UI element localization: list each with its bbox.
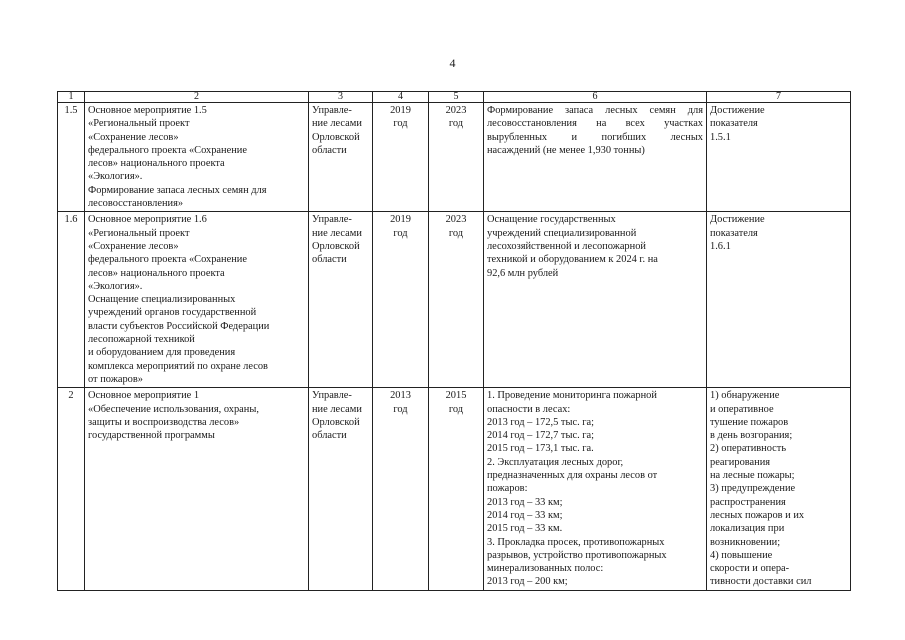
cell-text-line: и оперативное [710, 403, 774, 415]
cell-text-line: год [393, 118, 408, 130]
activity-cell [85, 388, 309, 590]
column-header: 3 [309, 92, 373, 103]
cell-text-line: и оборудованием для проведения [88, 347, 236, 359]
cell-text-line: показателя [710, 227, 758, 239]
result-cell [484, 212, 707, 388]
cell-text-line: области [312, 254, 347, 266]
cell-text-line: 2019 [390, 105, 411, 116]
cell-text-line: «Обеспечение использования, охраны, [88, 403, 259, 415]
cell-text-line: тушение пожаров [710, 416, 789, 428]
cell-text-line: показателя [710, 118, 758, 130]
cell-text-line: лесохозяйственной и лесопожарной [487, 240, 646, 252]
cell-text-line: минерализованных полос: [487, 563, 604, 575]
result-cell [484, 388, 707, 590]
cell-text-line: федерального проекта «Сохранение [88, 254, 247, 266]
cell-text-line: распространения [710, 496, 786, 508]
row-number: 1.5 [58, 103, 85, 212]
cell-text-line: 4) повышение [710, 549, 773, 561]
cell-text-line: комплекса мероприятий по охране лесов [88, 360, 268, 372]
cell-text-line: лесовосстановления» [88, 198, 184, 210]
column-header: 2 [85, 92, 309, 103]
activities-table [57, 91, 851, 591]
cell-text-line: скорости и опера- [710, 563, 790, 575]
cell-text-line: пожаров: [487, 483, 528, 495]
cell-text-line: Достижение [710, 214, 765, 226]
cell-text-line: защиты и воспроизводства лесов» [88, 416, 240, 428]
cell-text-line: 1. Проведение мониторинга пожарной [487, 390, 657, 402]
cell-text-line: Оснащение государственных [487, 214, 616, 226]
indicator-cell [707, 388, 851, 590]
start-year-cell [373, 212, 429, 388]
indicator-cell [707, 103, 851, 212]
executor-cell [309, 103, 373, 212]
end-year-cell [429, 388, 484, 590]
cell-text-line: Орловской [312, 416, 360, 428]
cell-text-line: учреждений органов государственной [88, 307, 257, 319]
page-number: 4 [449, 56, 456, 70]
cell-text-line: 2019 [390, 214, 411, 226]
cell-text-line: год [393, 227, 408, 239]
cell-text-line: 2015 год – 33 км. [487, 523, 563, 535]
column-header: 6 [484, 92, 707, 103]
cell-text-line: ние лесами [312, 403, 362, 415]
cell-text-line: 2023 [445, 214, 467, 226]
cell-text-line: лесопожарной техникой [88, 334, 195, 346]
cell-text-line: лесов» национального проекта [88, 267, 225, 279]
cell-text-line: «Региональный проект [88, 227, 190, 239]
cell-text-line: в день возгорания; [710, 430, 793, 442]
cell-text-line: Управле- [312, 105, 352, 116]
row-number: 1.6 [58, 212, 85, 388]
cell-text-line: «Сохранение лесов» [88, 131, 179, 143]
cell-text-line: лесов» национального проекта [88, 158, 225, 170]
cell-text-line: 2015 [445, 390, 467, 402]
cell-text-line: Достижение [710, 105, 765, 116]
cell-text-line: разрывов, устройство противопожарных [487, 549, 667, 561]
cell-text-line: 2) оперативность [710, 443, 787, 455]
activity-cell [85, 212, 309, 388]
table-row [58, 212, 851, 388]
cell-text-line: власти субъектов Российской Федерации [88, 320, 270, 332]
cell-text-line: «Региональный проект [88, 118, 190, 130]
cell-text-line: год [448, 403, 464, 415]
cell-text-line: от пожаров» [88, 373, 143, 385]
column-header: 4 [373, 92, 429, 103]
cell-text-line: реагирования [710, 456, 771, 468]
cell-text-line: Основное мероприятие 1.5 [88, 105, 207, 116]
cell-text-line: Орловской [312, 240, 360, 252]
cell-text-line: Формирование запаса лесных семян для [88, 184, 267, 196]
cell-text-line: предназначенных для охраны лесов от [487, 470, 658, 482]
cell-text-line: 2023 [445, 105, 467, 116]
cell-text-line: 2015 год – 173,1 тыс. га. [487, 443, 594, 455]
cell-text-line: федерального проекта «Сохранение [88, 144, 247, 156]
cell-text-line: Оснащение специализированных [88, 294, 236, 306]
start-year-cell [373, 388, 429, 590]
cell-text-line: учреждений специализированной [487, 227, 637, 239]
cell-text-line: 3. Прокладка просек, противопожарных [487, 536, 665, 548]
column-header: 5 [429, 92, 484, 103]
table-header-row [58, 92, 851, 103]
cell-text-line: Основное мероприятие 1 [88, 390, 200, 402]
cell-text-line: возникновении; [710, 536, 781, 548]
cell-text-line: ние лесами [312, 227, 362, 239]
cell-text-line: насаждений (не менее 1,930 тонны) [487, 144, 645, 156]
cell-text-line: Основное мероприятие 1.6 [88, 214, 207, 226]
start-year-cell [373, 103, 429, 212]
cell-text-line: тивности доставки сил [710, 576, 812, 588]
executor-cell [309, 388, 373, 590]
cell-text-line: опасности в лесах: [487, 403, 571, 415]
cell-text-line: техникой и оборудованием к 2024 г. на [487, 254, 658, 266]
cell-text-line: ние лесами [312, 118, 362, 130]
result-cell [484, 103, 707, 212]
table-row [58, 388, 851, 590]
cell-text-line: «Экология». [88, 280, 143, 292]
cell-text-line: лесных пожаров и их [710, 509, 805, 521]
indicator-cell [707, 212, 851, 388]
end-year-cell [429, 212, 484, 388]
cell-text-line: 2014 год – 172,7 тыс. га; [487, 430, 595, 442]
cell-text-line: локализация при [710, 523, 785, 535]
end-year-cell [429, 103, 484, 212]
cell-text-line: «Экология». [88, 171, 143, 183]
column-header: 7 [707, 92, 851, 103]
row-number: 2 [58, 388, 85, 590]
cell-text-line: области [312, 144, 347, 156]
cell-text-line: 3) предупреждение [710, 483, 796, 495]
table-row [58, 103, 851, 212]
cell-text-line: 2013 год – 33 км; [487, 496, 563, 508]
cell-text-line: год [448, 118, 464, 130]
cell-text-line: вырубленных и погибших лесных [487, 131, 703, 143]
column-header: 1 [58, 92, 85, 103]
cell-text-line: лесовосстановления на всех участках [487, 118, 703, 130]
cell-text-line: 2013 год – 200 км; [487, 576, 568, 588]
cell-text-line: год [448, 227, 464, 239]
cell-text-line: государственной программы [88, 430, 215, 442]
cell-text-line: 1.5.1 [710, 131, 731, 143]
cell-text-line: 2. Эксплуатация лесных дорог, [487, 456, 624, 468]
cell-text-line: 92,6 млн рублей [487, 267, 559, 279]
cell-text-line: «Сохранение лесов» [88, 240, 179, 252]
cell-text-line: 2014 год – 33 км; [487, 509, 563, 521]
cell-text-line: Орловской [312, 131, 360, 143]
cell-text-line: 1) обнаружение [710, 390, 780, 402]
executor-cell [309, 212, 373, 388]
cell-text-line: 1.6.1 [710, 240, 731, 252]
activity-cell [85, 103, 309, 212]
cell-text-line: год [393, 403, 408, 415]
cell-text-line: Управле- [312, 390, 352, 402]
cell-text-line: Управле- [312, 214, 352, 226]
cell-text-line: на лесные пожары; [710, 470, 795, 482]
cell-text-line: Формирование запаса лесных семян для [487, 105, 703, 116]
cell-text-line: 2013 год – 172,5 тыс. га; [487, 416, 595, 428]
cell-text-line: 2013 [390, 390, 411, 402]
cell-text-line: области [312, 430, 347, 442]
